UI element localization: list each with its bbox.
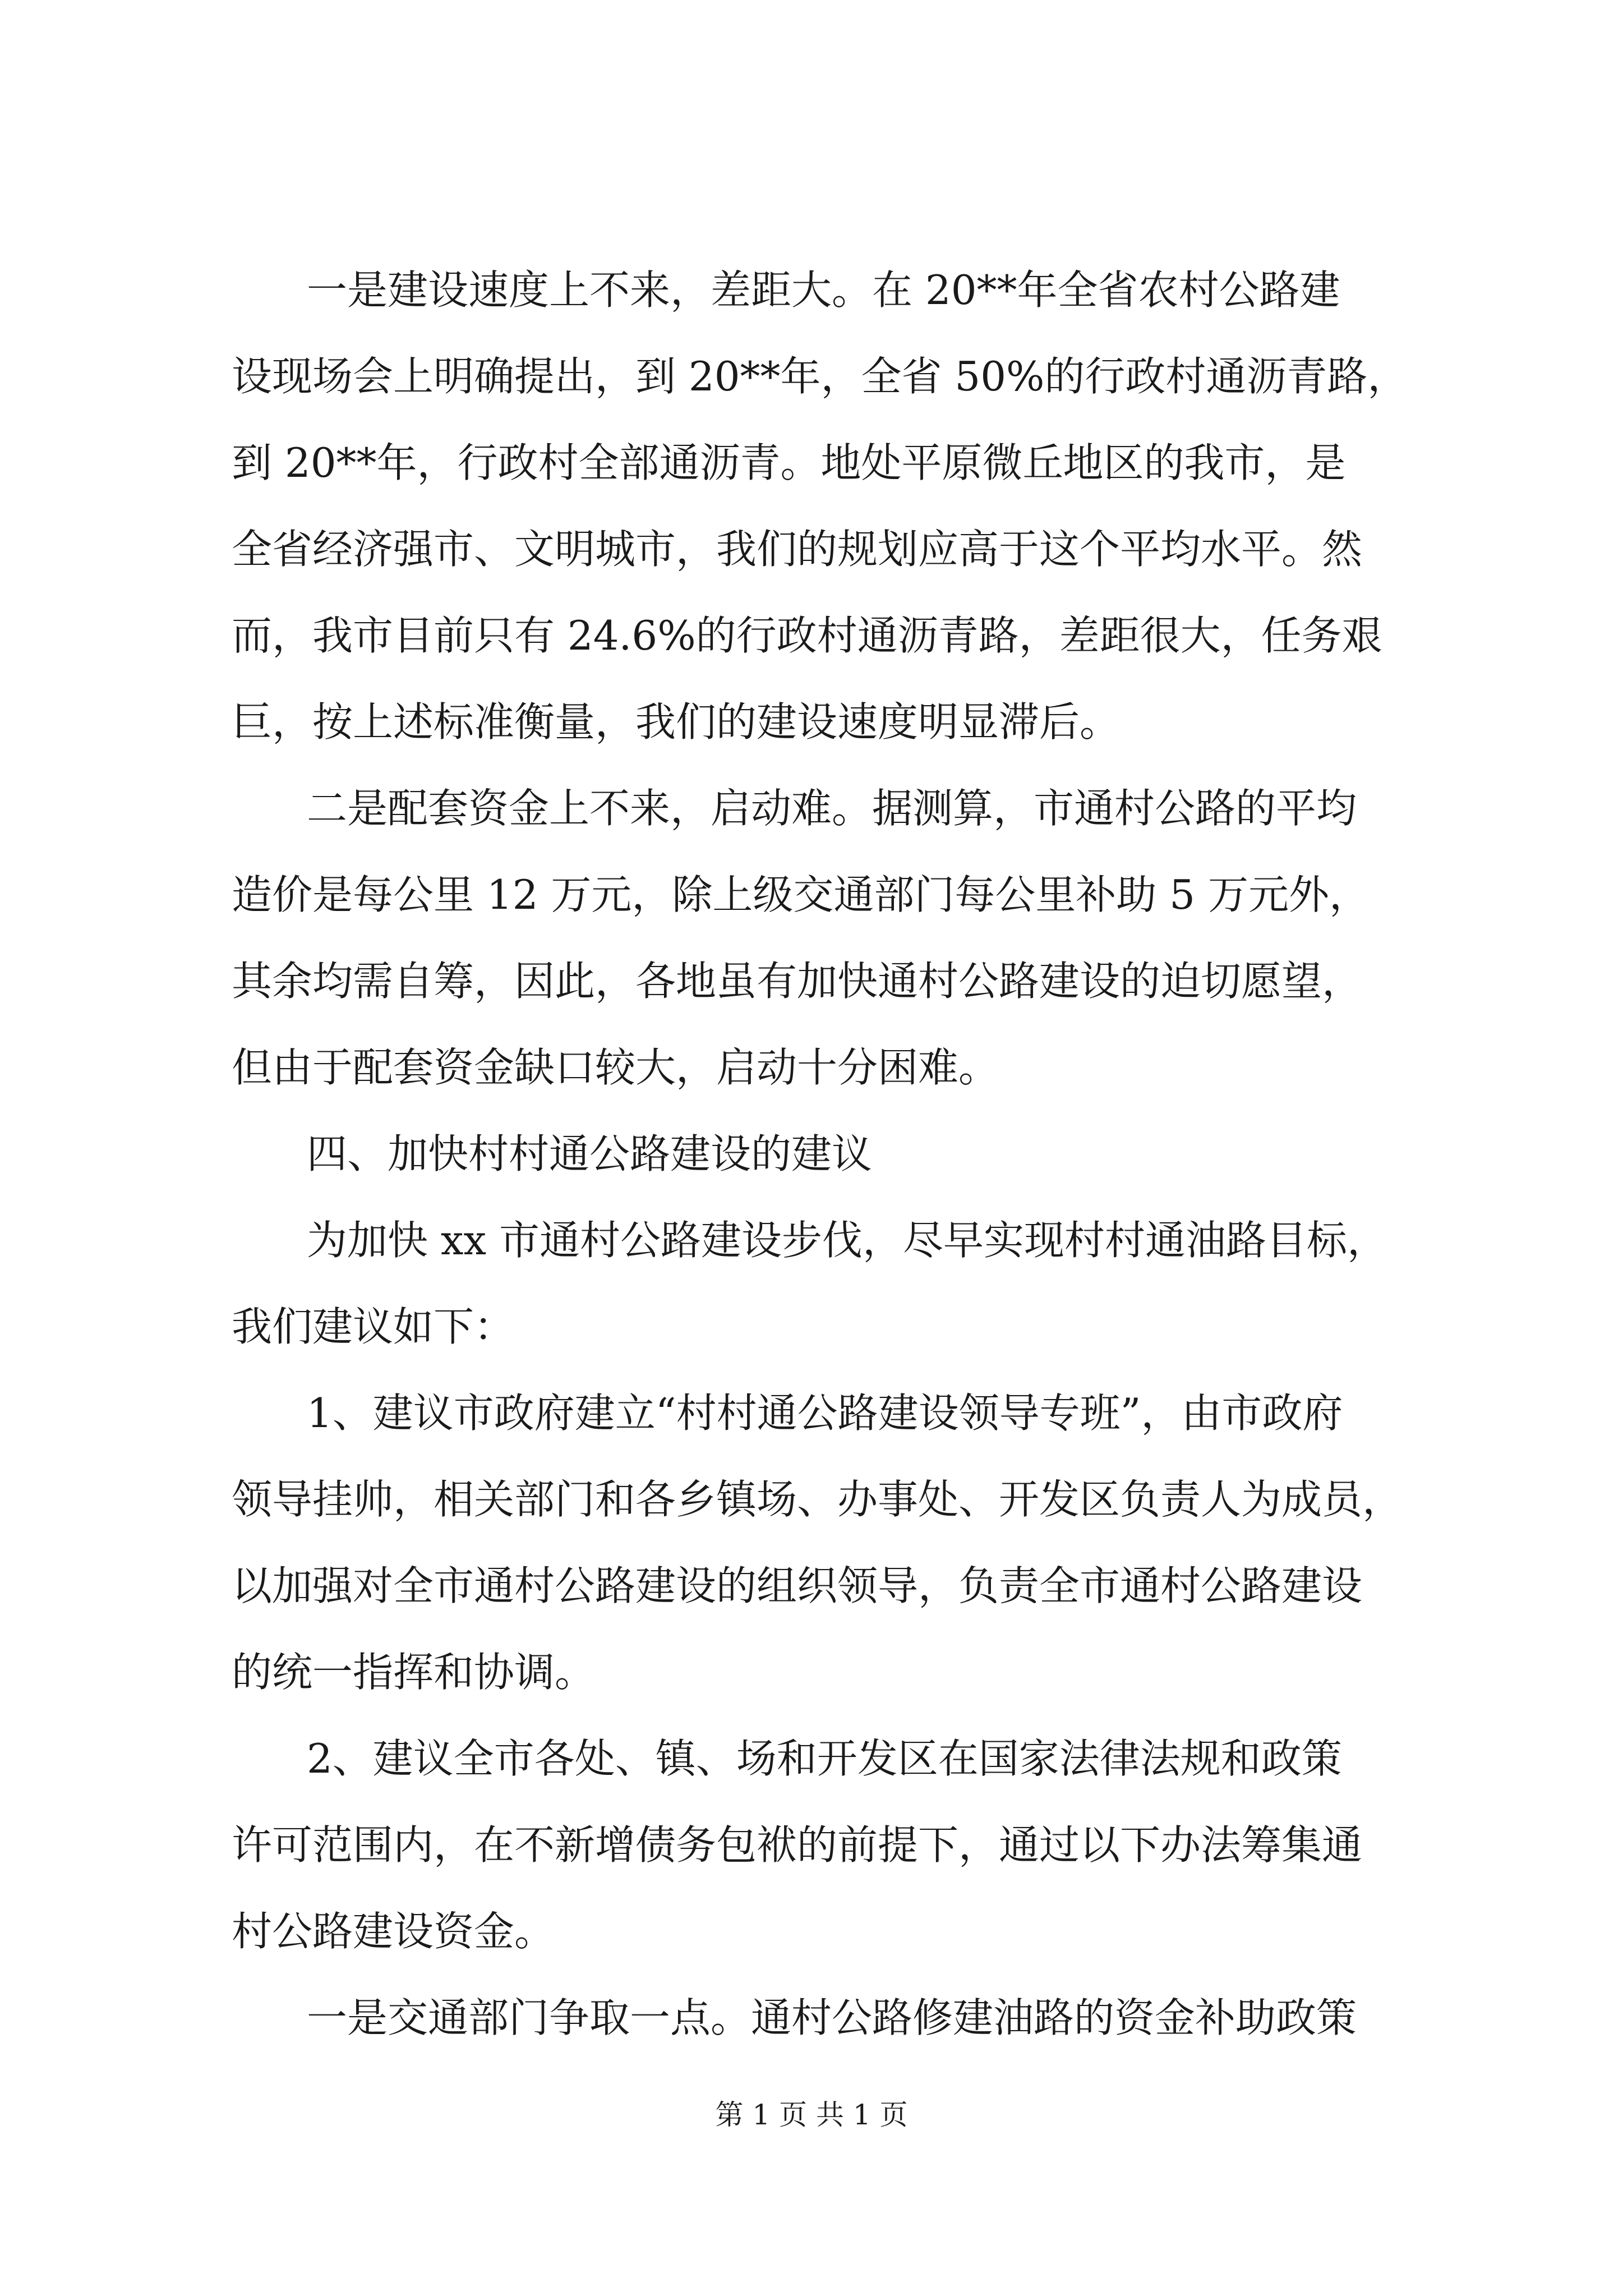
text-line: 到 20**年，行政村全部通沥青。地处平原微丘地区的我市，是 bbox=[232, 439, 1346, 486]
section-heading: 四、加快村村通公路建设的建议 bbox=[307, 1130, 873, 1177]
text-line: 但由于配套资金缺口较大，启动十分困难。 bbox=[232, 1044, 999, 1091]
text-line: 一是交通部门争取一点。通村公路修建油路的资金补助政策 bbox=[307, 1994, 1357, 2041]
page-number: 第 1 页 共 1 页 bbox=[715, 2099, 908, 2131]
text-line: 村公路建设资金。 bbox=[232, 1908, 555, 1955]
text-line: 领导挂帅，相关部门和各乡镇场、办事处、开发区负责人为成员， bbox=[232, 1476, 1403, 1523]
text-line: 设现场会上明确提出，到 20**年，全省 50%的行政村通沥青路， bbox=[232, 353, 1408, 400]
text-line: 的统一指挥和协调。 bbox=[232, 1649, 596, 1696]
text-line: 为加快 xx 市通村公路建设步伐，尽早实现村村通油路目标， bbox=[307, 1217, 1387, 1264]
text-line: 我们建议如下： bbox=[232, 1303, 515, 1350]
text-line: 全省经济强市、文明城市，我们的规划应高于这个平均水平。然 bbox=[232, 526, 1363, 573]
text-line: 造价是每公里 12 万元，除上级交通部门每公里补助 5 万元外， bbox=[232, 871, 1370, 918]
text-line: 其余均需自筹，因此，各地虽有加快通村公路建设的迫切愿望， bbox=[232, 958, 1363, 1005]
text-line: 二是配套资金上不来，启动难。据测算，市通村公路的平均 bbox=[307, 785, 1357, 832]
text-line: 1、建议市政府建立“村村通公路建设领导专班”，由市政府 bbox=[307, 1389, 1343, 1437]
document-body bbox=[232, 247, 1408, 2061]
text-line: 一是建设速度上不来，差距大。在 20**年全省农村公路建 bbox=[307, 266, 1340, 314]
text-line: 2、建议全市各处、镇、场和开发区在国家法律法规和政策 bbox=[307, 1735, 1342, 1782]
text-line: 以加强对全市通村公路建设的组织领导，负责全市通村公路建设 bbox=[232, 1562, 1363, 1609]
text-line: 许可范围内，在不新增债务包袱的前提下，通过以下办法筹集通 bbox=[232, 1821, 1363, 1869]
text-line: 巨，按上述标准衡量，我们的建设速度明显滞后。 bbox=[232, 698, 1121, 746]
page-footer bbox=[0, 2095, 1623, 2134]
text-line: 而，我市目前只有 24.6%的行政村通沥青路，差距很大，任务艰 bbox=[232, 612, 1382, 659]
